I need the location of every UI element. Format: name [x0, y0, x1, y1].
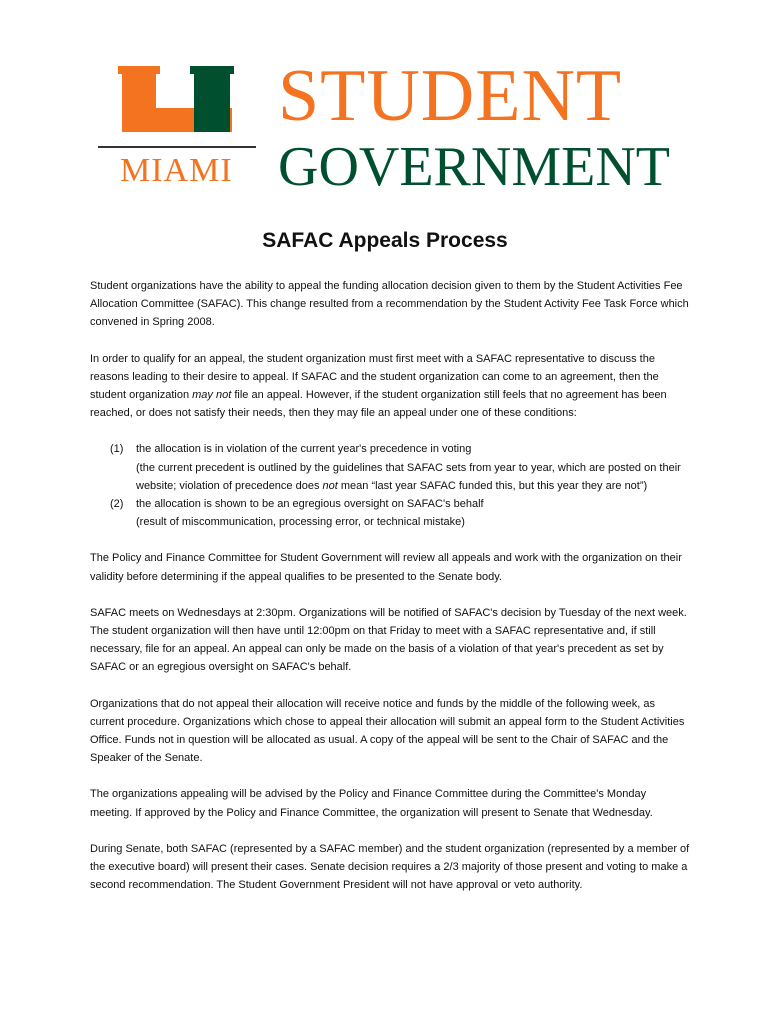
paragraph-intro: Student organizations have the ability to appeal the funding allocation decision given to them by the Student Activities Fee Allocation Committee (SAFAC). This change resulted from a recommendation by the Student Activity Fee Task Force which convened in Spring 2008. [90, 280, 689, 329]
paragraph-senate: During Senate, both SAFAC (represented by a SAFAC member) and the student organization (represented by a member of the executive board) will present their cases. Senate decision requires a 2/3 majority of those present and voting to make a second recommendation. The Student Government President will not have approval or veto authority. [90, 842, 690, 892]
paragraph-advised: The organizations appealing will be advised by the Policy and Finance Committee during the Committee's Monday meeting. If approved by the Policy and Finance Committee, the organization will present to Senate that Wednesday. [90, 788, 653, 819]
condition-detail [136, 459, 690, 495]
condition-detail-after: mean “last year SAFAC funded this, but this year they are not”) [337, 479, 648, 492]
condition-detail: (result of miscommunication, processing error, or technical mistake) [136, 516, 465, 529]
paragraph-allocation: Organizations that do not appeal their allocation will receive notice and funds by the middle of the following week, as current procedure. Organizations which chose to appeal their allocation will submit an appeal form to the Student Activities Office. Funds not in question will be allocated as usual. A copy of the appeal will be sent to the Chair of SAFAC and the Speaker of the Senate. [90, 697, 685, 765]
list-number: (2) [110, 498, 124, 511]
conditions-list [90, 440, 690, 531]
paragraph-meetings: SAFAC meets on Wednesdays at 2:30pm. Organizations will be notified of SAFAC's decision by Tuesday of the next week. The student organization will then have until 12:00pm on that Friday to meet with a SAFAC representative and, if still necessary, file for an appeal. An appeal can only be made on the basis of a violation of that year's precedent as set by SAFAC or an egregious oversight on SAFAC's behalf. [90, 606, 687, 674]
paragraph-policy-finance: The Policy and Finance Committee for Student Government will review all appeals and work with the organization on their validity before determining if the appeal qualifies to be presented to the Senate body. [90, 552, 682, 583]
condition-detail-before: (the current precedent is outlined by the guidelines that SAFAC sets from year to year, which are posted on their website; violation of precedence does [136, 461, 681, 492]
document-body [90, 277, 690, 912]
condition-main: the allocation is shown to be an egregious oversight on SAFAC's behalf [136, 498, 484, 511]
paragraph-qualify-after: file an appeal. However, if the student organization still feels that no agreement has been reached, or does not satisfy their needs, then they may file an appeal under one of these conditions: [90, 389, 667, 420]
list-item [90, 440, 690, 495]
logo-miami-text: MIAMI [120, 152, 233, 189]
emphasis-may-not: may not [192, 389, 232, 402]
student-government-logo [92, 56, 678, 206]
logo-divider [98, 146, 256, 148]
paragraph-qualify [90, 350, 690, 423]
list-number: (1) [110, 443, 124, 456]
paragraph-qualify-before: In order to qualify for an appeal, the student organization must first meet with a SAFAC representative to discuss the reasons leading to their desire to appeal. If SAFAC and the student organization can come to an agreement, then the student organization [90, 352, 659, 402]
u-logo-icon [96, 66, 246, 136]
condition-main: the allocation is in violation of the current year's precedence in voting [136, 443, 472, 456]
logo-student-text: STUDENT [278, 55, 623, 137]
logo-government-text: GOVERNMENT [278, 136, 670, 198]
emphasis-not: not [322, 479, 338, 492]
list-item [90, 495, 690, 531]
document-title: SAFAC Appeals Process [262, 229, 508, 252]
